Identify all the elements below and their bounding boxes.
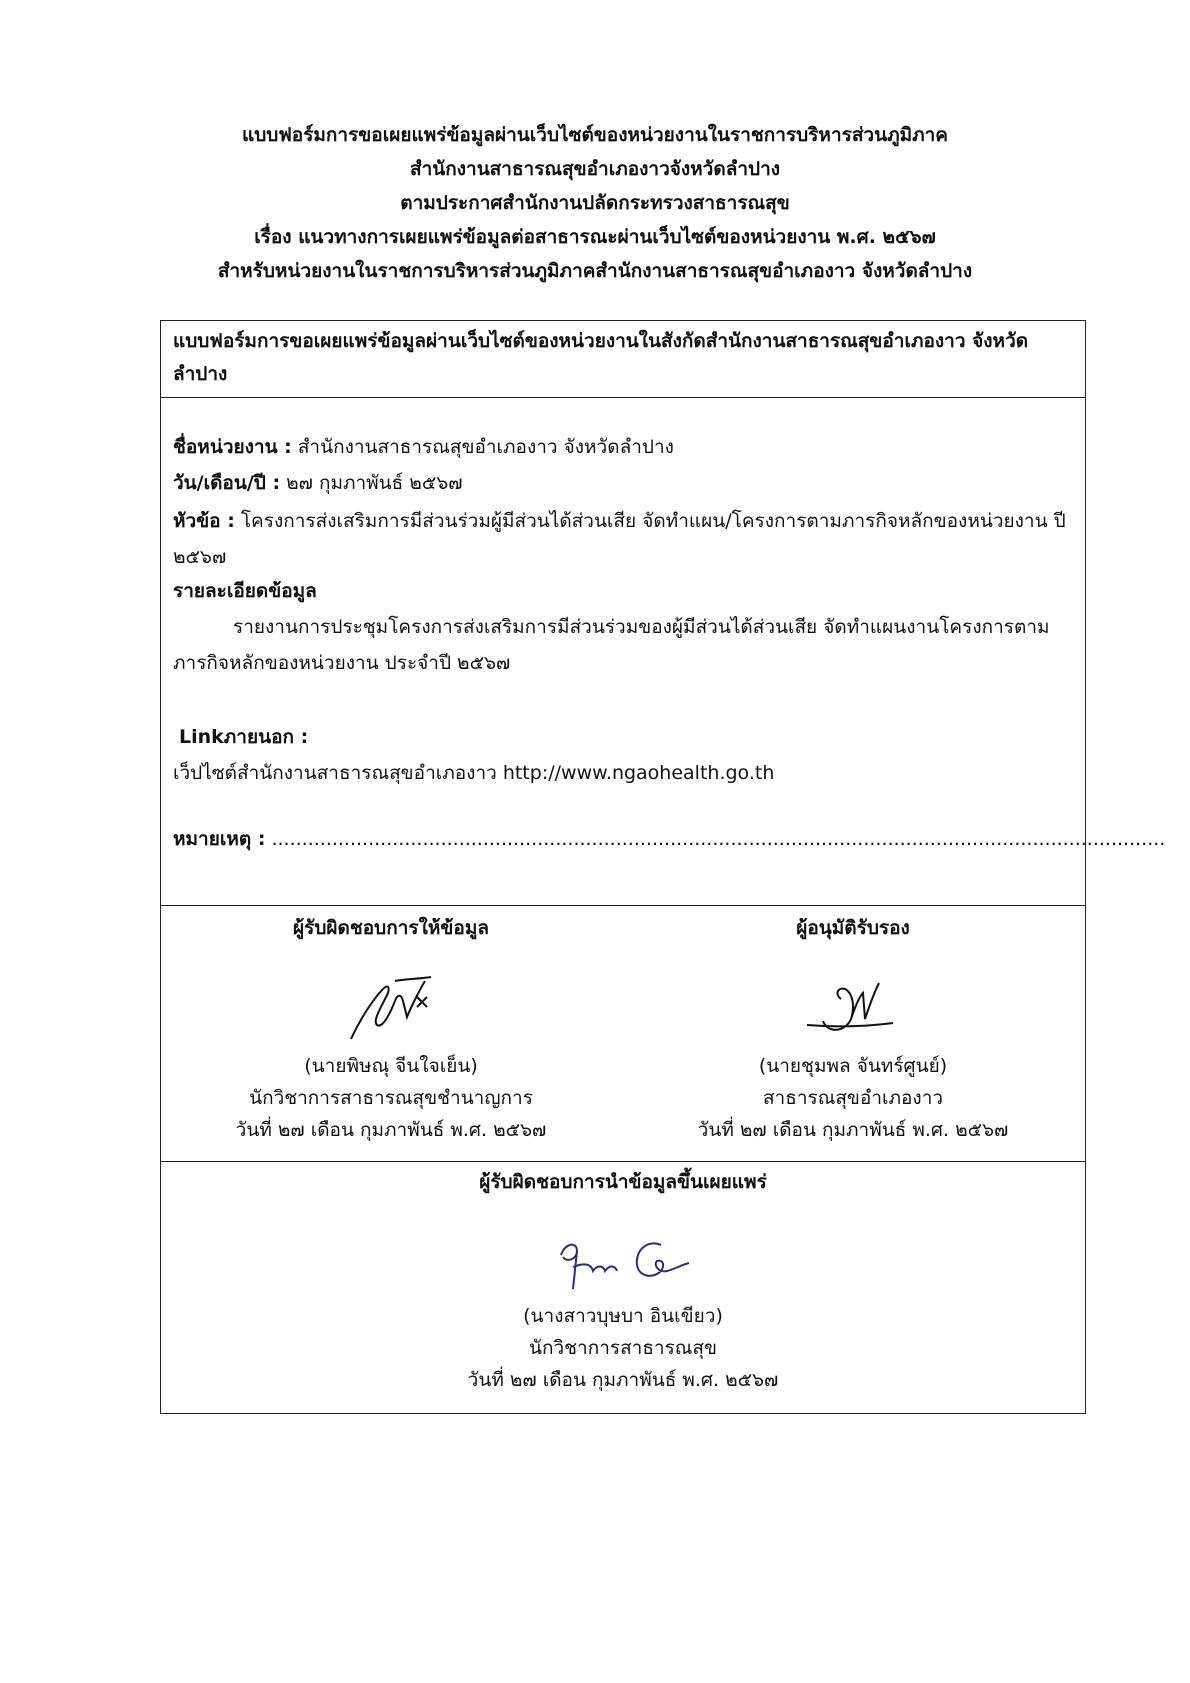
approver-position: สาธารณสุขอำเภองาว [762, 1087, 944, 1109]
publisher-name: (นางสาวบุษบา อินเขียว) [523, 1305, 723, 1327]
note-value: .................................................................................................................................................... [265, 828, 1166, 850]
header-line-3: ตามประกาศสำนักงานปลัดกระทรวงสาธารณสุข [400, 192, 790, 214]
approver-name: (นายชุมพล จันทร์ศูนย์) [758, 1055, 948, 1077]
link-label: Linkภายนอก : [179, 726, 309, 748]
date-value: ๒๗ กุมภาพันธ์ ๒๕๖๗ [280, 472, 463, 494]
publisher-position: นักวิชาการสาธารณสุข [528, 1337, 718, 1359]
responsible-position: นักวิชาการสาธารณสุขชำนาญการ [249, 1087, 533, 1109]
form-title-row [161, 321, 1085, 398]
unit-value: สำนักงานสาธารณสุขอำเภองาว จังหวัดลำปาง [291, 436, 674, 458]
approver-heading: ผู้อนุมัติรับรอง [796, 917, 910, 939]
note-line [173, 823, 1165, 855]
link-value[interactable]: เว็ปไซต์สำนักงานสาธารณสุขอำเภองาว http://www.ngaohealth.go.th [173, 762, 775, 784]
publication-form [160, 320, 1166, 1414]
responsible-name: (นายพิษณุ จีนใจเย็น) [304, 1055, 478, 1077]
publisher-signature [543, 1227, 703, 1297]
note-label: หมายเหตุ : [173, 828, 266, 850]
topic-value: โครงการส่งเสริมการมีส่วนร่วมผู้มีส่วนได้ส่วนเสีย จัดทำแผน/โครงการตามภารกิจหลักของหน่วยงาน ปี ๒๕๖๗ [173, 510, 1066, 568]
detail-label: รายละเอียดข้อมูล [173, 580, 317, 602]
responsible-heading: ผู้รับผิดชอบการให้ข้อมูล [293, 917, 489, 939]
responsible-signature [331, 967, 451, 1047]
header-line-4: เรื่อง แนวทางการเผยแพร่ข้อมูลต่อสาธารณะผ่านเว็บไซต์ของหน่วยงาน พ.ศ. ๒๕๖๗ [254, 226, 936, 248]
date-label: วัน/เดือน/ปี : [173, 472, 281, 494]
detail-text: รายงานการประชุมโครงการส่งเสริมการมีส่วนร่วมของผู้มีส่วนได้ส่วนเสีย จัดทำแผนงานโครงการตามภารกิจหลักของหน่วยงาน ประจำปี ๒๕๖๗ [173, 616, 1050, 674]
publisher-date: วันที่ ๒๗ เดือน กุมภาพันธ์ พ.ศ. ๒๕๖๗ [467, 1369, 779, 1391]
document-header [0, 118, 1190, 288]
form-info-row [161, 397, 1166, 906]
responsible-date: วันที่ ๒๗ เดือน กุมภาพันธ์ พ.ศ. ๒๕๖๗ [235, 1119, 547, 1141]
form-title: แบบฟอร์มการขอเผยแพร่ข้อมูลผ่านเว็บไซต์ของหน่วยงานในสังกัดสำนักงานสาธารณสุขอำเภองาว จังหวัดลำปาง [173, 330, 1029, 385]
topic-line [173, 503, 1073, 575]
unit-label: ชื่อหน่วยงาน : [173, 436, 292, 458]
approver-signature [793, 967, 913, 1047]
unit-line [173, 431, 674, 463]
header-line-2: สำนักงานสาธารณสุขอำเภองาวจังหวัดลำปาง [409, 158, 781, 180]
header-line-5: สำหรับหน่วยงานในราชการบริหารส่วนภูมิภาคสำนักงานสาธารณสุขอำเภองาว จังหวัดลำปาง [217, 260, 973, 282]
approver-date: วันที่ ๒๗ เดือน กุมภาพันธ์ พ.ศ. ๒๕๖๗ [697, 1119, 1009, 1141]
publisher-heading: ผู้รับผิดชอบการนำข้อมูลขึ้นเผยแพร่ [479, 1171, 767, 1193]
topic-label: หัวข้อ : [173, 510, 235, 532]
date-line [173, 467, 463, 499]
publisher-row [161, 1161, 1085, 1413]
signature-row [161, 905, 1085, 1162]
header-line-1: แบบฟอร์มการขอเผยแพร่ข้อมูลผ่านเว็บไซต์ของหน่วยงานในราชการบริหารส่วนภูมิภาค [241, 124, 949, 146]
